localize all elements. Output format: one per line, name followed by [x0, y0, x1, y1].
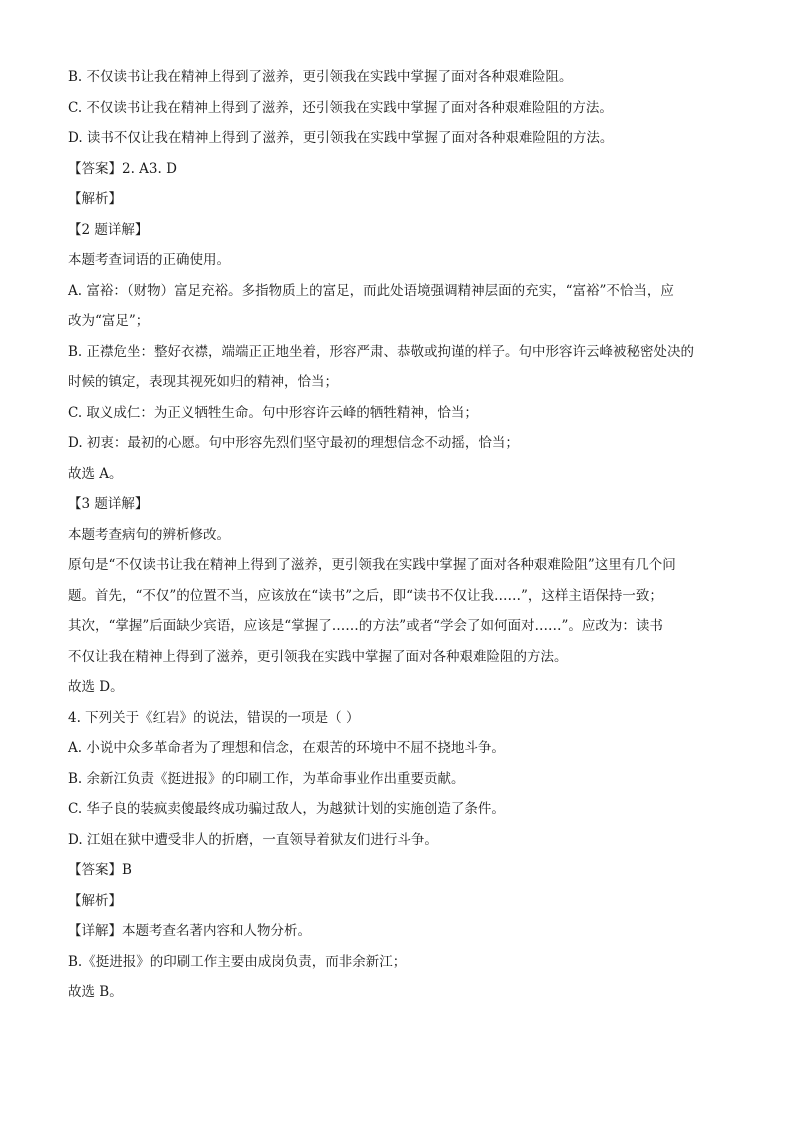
question-option-b: B. 不仅读书让我在精神上得到了滋养，更引领我在实践中掌握了面对各种艰难险阻。	[68, 69, 573, 85]
text-row: 题。首先，“不仅”的位置不当，应该放在“读书”之后，即“读书不仅让我……”，这样主语保持一致；	[68, 587, 663, 604]
text-row: 原句是“不仅读书让我在精神上得到了滋养，更引领我在实践中掌握了面对各种艰难险阻”这里有几个问	[68, 557, 676, 573]
answer-line: 【答案】2. A3. D	[68, 160, 177, 177]
detail-3-heading: 【3 题详解】	[68, 496, 149, 512]
explanation-d: D. 初衷：最初的心愿。句中形容先烈们坚守最初的理想信念不动摇，恰当；	[68, 435, 519, 451]
question-4-option-b: B. 余新江负责《挺进报》的印刷工作，为革命事业作出重要贡献。	[68, 770, 465, 787]
text-row: A. 富裕：（财物）富足充裕。多指物质上的富足，而此处语境强调精神层面的充实，“富裕”不恰当，应	[68, 282, 674, 299]
explanation-c: C. 取义成仁：为正义牺牲生命。句中形容许云峰的牺牲精神，恰当；	[68, 404, 478, 421]
explanation-a	[68, 276, 732, 337]
question-4-option-d: D. 江姐在狱中遭受非人的折磨，一直领导着狱友们进行斗争。	[68, 831, 438, 848]
question-option-d: D. 读书不仅让我在精神上得到了滋养，更引领我在实践中掌握了面对各种艰难险阻的方法。	[68, 130, 614, 146]
detail-2-heading: 【2 题详解】	[68, 221, 149, 238]
text-row: 时候的镇定，表现其视死如归的精神，恰当；	[68, 374, 338, 390]
text-row: 不仅让我在精神上得到了滋养，更引领我在实践中掌握了面对各种艰难险阻的方法。	[68, 648, 568, 665]
text-row: 其次，“掌握”后面缺少宾语，应该是“掌握了……的方法”或者“学会了如何面对……”。应改为：读书	[68, 618, 663, 634]
detail-2-intro: 本题考查词语的正确使用。	[68, 252, 230, 268]
question-option-c: C. 不仅读书让我在精神上得到了滋养，还引领我在实践中掌握了面对各种艰难险阻的方法。	[68, 99, 613, 116]
analysis-heading: 【解析】	[68, 191, 122, 207]
answer-4-line: 【答案】B	[68, 862, 132, 878]
question-4-stem: 4. 下列关于《红岩》的说法，错误的一项是（ ）	[68, 709, 360, 726]
choose-a-line: 故选 A。	[68, 465, 123, 482]
analysis-4-heading: 【解析】	[68, 892, 122, 909]
text-row: 改为“富足”；	[68, 313, 150, 329]
choose-b-line: 故选 B。	[68, 984, 123, 1000]
choose-d-line: 故选 D。	[68, 679, 124, 695]
explanation-b	[68, 337, 732, 398]
detail-4-line: 【详解】本题考查名著内容和人物分析。	[68, 923, 311, 939]
question-4-option-a: A. 小说中众多革命者为了理想和信念，在艰苦的环境中不屈不挠地斗争。	[68, 740, 505, 756]
detail-4-b-line: B.《挺进报》的印刷工作主要由成岗负责，而非余新江；	[68, 953, 407, 970]
original-sentence-analysis	[68, 550, 732, 672]
detail-3-intro: 本题考查病句的辨析修改。	[68, 526, 230, 543]
question-4-option-c: C. 华子良的装疯卖傻最终成功骗过敌人，为越狱计划的实施创造了条件。	[68, 801, 505, 817]
text-row: B. 正襟危坐：整好衣襟，端端正正地坐着，形容严肃、恭敬或拘谨的样子。句中形容许云峰被秘密处决的	[68, 343, 695, 360]
